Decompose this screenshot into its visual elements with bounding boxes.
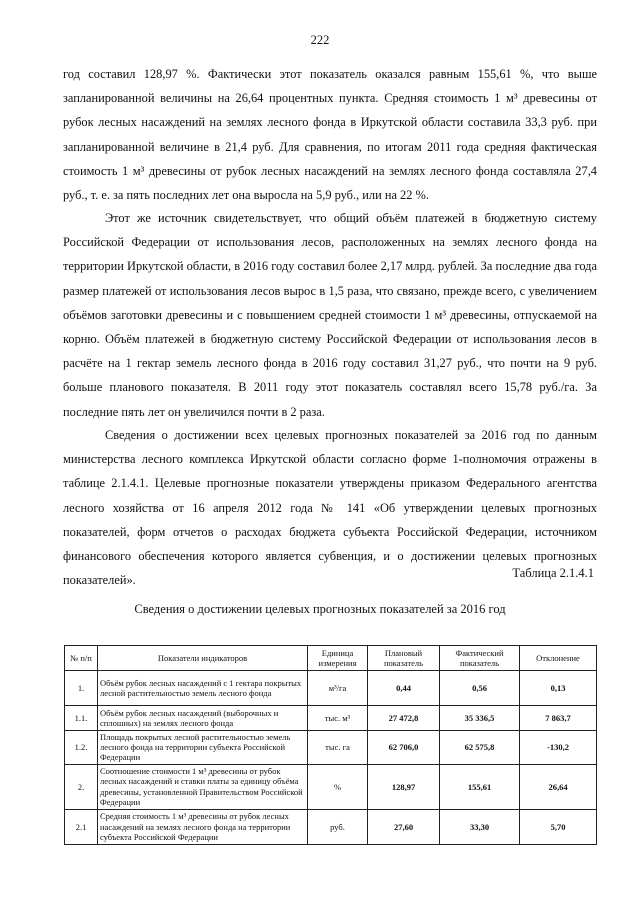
table-row	[65, 671, 597, 706]
cell-planned: 27 472,8	[368, 706, 440, 731]
table-row	[65, 764, 597, 809]
cell-actual: 155,61	[440, 764, 520, 809]
table-row	[65, 706, 597, 731]
cell-indicator: Площадь покрытых лесной растительностью земель лесного фонда на территории субъекта Российской Федерации	[98, 731, 308, 765]
cell-indicator: Объём рубок лесных насаждений (выборочных и сплошных) на землях лесного фонда	[98, 706, 308, 731]
cell-unit: руб.	[308, 809, 368, 844]
cell-actual: 35 336,5	[440, 706, 520, 731]
header-planned: Плановый показатель	[368, 646, 440, 671]
paragraph-2	[63, 206, 597, 424]
cell-indicator: Средняя стоимость 1 м³ древесины от рубок лесных насаждений на землях лесного фонда на территории субъекта Российской Федерации	[98, 809, 308, 844]
cell-number: 1.2.	[65, 731, 98, 765]
table-header-row	[65, 646, 597, 671]
cell-number: 2.	[65, 764, 98, 809]
header-indicator: Показатели индикаторов	[98, 646, 308, 671]
header-deviation: Отклонение	[520, 646, 597, 671]
cell-number: 1.1.	[65, 706, 98, 731]
table-title: Сведения о достижении целевых прогнозных показателей за 2016 год	[134, 602, 506, 616]
table-row	[65, 731, 597, 765]
cell-indicator: Соотношение стоимости 1 м³ древесины от рубок лесных насаждений и ставки платы за единицу объёма древесины, установленной Правительством Российской Федерации	[98, 764, 308, 809]
cell-deviation: 7 863,7	[520, 706, 597, 731]
cell-number: 1.	[65, 671, 98, 706]
cell-deviation: 26,64	[520, 764, 597, 809]
table-row	[65, 809, 597, 844]
paragraph-1	[63, 62, 597, 207]
cell-actual: 0,56	[440, 671, 520, 706]
cell-planned: 0,44	[368, 671, 440, 706]
paragraph-2-text: Этот же источник свидетельствует, что общий объём платежей в бюджетную систему Российской Федерации от использования лесов, расположенных на землях лесного фонда на территории Иркутской области, в 2016 году составил более 2,17 млрд. рублей. За последние два года размер платежей от использования лесов вырос в 1,5 раза, что связано, прежде всего, с увеличением объёмов заготовки древесины и с повышением средней стоимости 1 м³ древесины, отпускаемой на корню. Объём платежей в бюджетную систему Российской Федерации от использования лесов в расчёте на 1 гектар земель лесного фонда в 2016 году составил 31,27 руб., что почти на 9 руб. больше планового показателя. В 2011 году этот показатель составлял всего 15,78 руб./га. За последние пять лет он увеличился почти в 2 раза.	[63, 211, 597, 419]
cell-unit: м³/га	[308, 671, 368, 706]
table-label: Таблица 2.1.4.1	[512, 566, 594, 580]
paragraph-3-text: Сведения о достижении всех целевых прогнозных показателей за 2016 год по данным министерства лесного комплекса Иркутской области согласно форме 1-полномочия отражены в таблице 2.1.4.1. Целевые прогнозные показатели утверждены приказом Федерального агентства лесного хозяйства от 16 апреля 2012 года № 141 «Об утверждении целевых прогнозных показателей, форм отчетов о расходах бюджета субъекта Российской Федерации, источником финансового обеспечения которого является субвенция, и о достижении целевых прогнозных показателей».	[63, 428, 597, 588]
cell-deviation: -130,2	[520, 731, 597, 765]
cell-unit: тыс. м³	[308, 706, 368, 731]
cell-planned: 27,60	[368, 809, 440, 844]
cell-deviation: 5,70	[520, 809, 597, 844]
cell-unit: тыс. га	[308, 731, 368, 765]
cell-indicator: Объём рубок лесных насаждений с 1 гектара покрытых лесной растительностью земель лесного фонда	[98, 671, 308, 706]
header-unit: Единица измерения	[308, 646, 368, 671]
cell-planned: 128,97	[368, 764, 440, 809]
paragraph-1-text: год составил 128,97 %. Фактически этот показатель оказался равным 155,61 %, что выше запланированной величины на 26,64 процентных пункта. Средняя стоимость 1 м³ древесины от рубок лесных насаждений на землях лесного фонда в Иркутской области составила 33,3 руб. при запланированной величине в 21,4 руб. Для сравнения, по итогам 2011 года средняя фактическая стоимость 1 м³ древесины от рубок лесных насаждений на землях лесного фонда составляла 27,4 руб., т. е. за пять последних лет она выросла на 5,9 руб., или на 22 %.	[63, 67, 597, 203]
page-number: 222	[310, 33, 330, 47]
cell-unit: %	[308, 764, 368, 809]
indicators-table	[64, 645, 597, 845]
cell-number: 2.1	[65, 809, 98, 844]
cell-actual: 33,30	[440, 809, 520, 844]
cell-actual: 62 575,8	[440, 731, 520, 765]
header-number: № п/п	[65, 646, 98, 671]
cell-planned: 62 706,0	[368, 731, 440, 765]
header-actual: Фактический показатель	[440, 646, 520, 671]
cell-deviation: 0,13	[520, 671, 597, 706]
